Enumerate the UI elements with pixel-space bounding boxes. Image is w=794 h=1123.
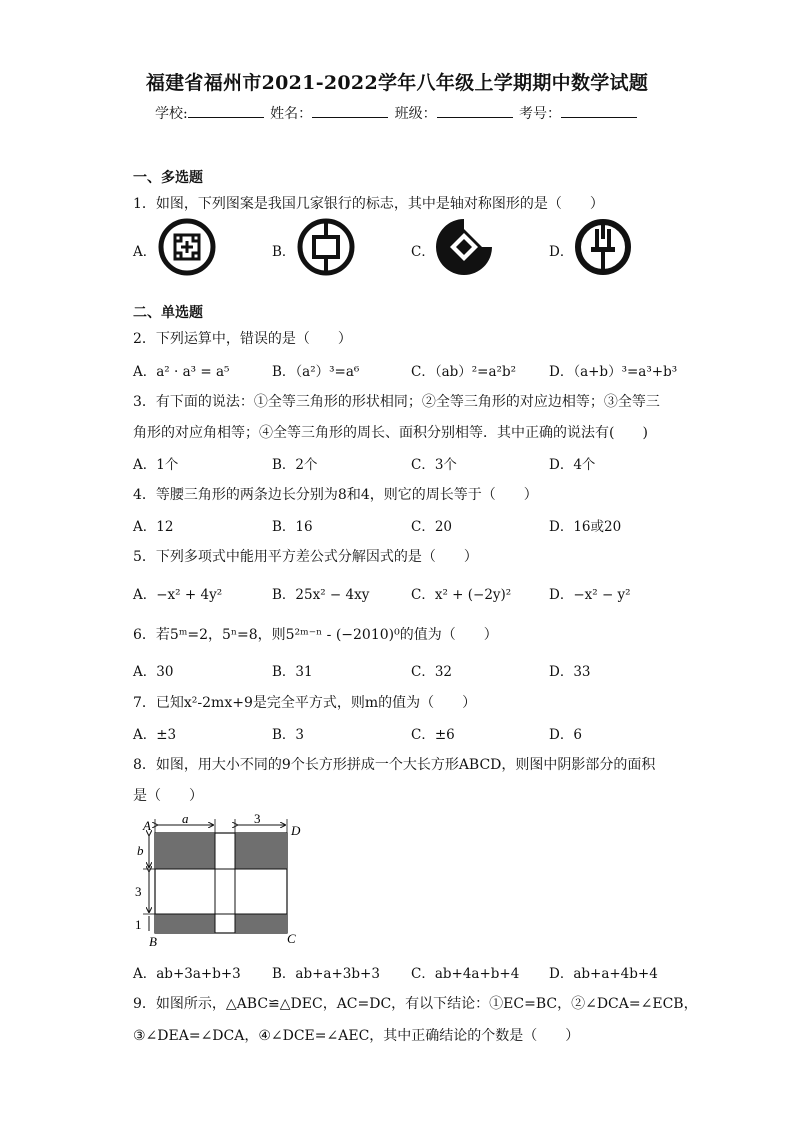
question-9-stem-line1: 9．如图所示，△ABC≌△DEC，AC=DC，有以下结论：①EC=BC，②∠DCA=∠ECB，	[133, 996, 698, 1012]
q5-option-b: B．25x² − 4xy	[272, 587, 370, 603]
q1-option-d-label: D．	[549, 244, 574, 260]
q7-option-a: A．±3	[133, 727, 177, 743]
question-8-stem-line2: 是（ ）	[133, 788, 203, 804]
section-heading-single-choice: 二、单选题	[133, 305, 203, 321]
q4-option-c: C．20	[411, 519, 453, 535]
q4-option-b: B．16	[272, 519, 313, 535]
q4-option-d: D．16或20	[549, 519, 622, 535]
label-b: b	[137, 843, 144, 858]
q1-option-b-label: B．	[272, 244, 296, 260]
boc-logo-icon	[296, 217, 356, 277]
q7-option-d: D．6	[549, 727, 582, 743]
question-1-stem: 1．如图，下列图案是我国几家银行的标志，其中是轴对称图形的是（ ）	[133, 196, 604, 212]
student-info-line	[0, 103, 794, 123]
abc-logo-icon	[573, 217, 633, 277]
q7-option-c: C．±6	[411, 727, 455, 743]
shaded-cell-bottom-right	[235, 914, 287, 933]
vertex-c: C	[287, 931, 296, 946]
name-label: 姓名：	[270, 106, 313, 122]
q8-option-d: D．ab+a+4b+4	[549, 966, 658, 982]
question-9-stem-line2: ③∠DEA=∠DCA，④∠DCE=∠AEC，其中正确结论的个数是（ ）	[133, 1028, 580, 1044]
label-a: a	[182, 813, 189, 826]
q5-option-d: D．−x² − y²	[549, 587, 631, 603]
q3-option-a: A．1个	[133, 457, 179, 473]
q8-option-c: C．ab+4a+b+4	[411, 966, 520, 982]
q2-option-b: B．（a²）³=a⁶	[272, 364, 360, 380]
school-label: 学校:	[154, 106, 188, 122]
question-7-stem: 7．已知x²-2mx+9是完全平方式，则m的值为（ ）	[133, 695, 477, 711]
question-6-stem: 6．若5ᵐ=2，5ⁿ=8，则5²ᵐ⁻ⁿ - (−2010)⁰的值为（ ）	[133, 627, 498, 643]
question-3-stem-line2: 角形的对应角相等；④全等三角形的周长、面积分别相等．其中正确的说法有( )	[133, 425, 648, 441]
label-one: 1	[135, 917, 142, 932]
q5-option-c: C．x² + (−2y)²	[411, 587, 512, 603]
q2-option-d: D．（a+b）³=a³+b³	[549, 364, 678, 380]
q7-option-b: B．3	[272, 727, 305, 743]
label-three-left: 3	[135, 884, 142, 899]
q8-option-b: B．ab+a+3b+3	[272, 966, 380, 982]
question-8-stem-line1: 8．如图，用大小不同的9个长方形拼成一个大长方形ABCD，则图中阴影部分的面积	[133, 757, 656, 773]
class-blank[interactable]	[437, 105, 513, 118]
q6-option-b: B．31	[272, 664, 313, 680]
page-title: 福建省福州市2021-2022学年八年级上学期期中数学试题	[145, 72, 649, 94]
q6-option-d: D．33	[549, 664, 591, 680]
q6-option-a: A．30	[133, 664, 174, 680]
q3-option-d: D．4个	[549, 457, 596, 473]
question-3-stem-line1: 3．有下面的说法：①全等三角形的形状相同；②全等三角形的对应边相等；③全等三	[133, 394, 660, 410]
label-three-top: 3	[254, 813, 261, 826]
vertex-d: D	[291, 823, 301, 838]
ccb-logo-icon	[434, 217, 494, 277]
q3-option-c: C．3个	[411, 457, 457, 473]
class-label: 班级：	[394, 106, 437, 122]
section-heading-multiple-choice: 一、多选题	[133, 170, 203, 186]
name-blank[interactable]	[312, 105, 388, 118]
q3-option-b: B．2个	[272, 457, 318, 473]
rectangle-abcd-figure	[133, 813, 313, 948]
shaded-cell-bottom-left	[155, 914, 215, 933]
q2-option-a: A．a² · a³ = a⁵	[133, 364, 230, 380]
q4-option-a: A．12	[133, 519, 174, 535]
q5-option-a: A．−x² + 4y²	[133, 587, 223, 603]
question-5-stem: 5．下列多项式中能用平方差公式分解因式的是（ ）	[133, 549, 478, 565]
vertex-b: B	[149, 934, 157, 948]
exam-number-blank[interactable]	[561, 105, 637, 118]
question-2-stem: 2．下列运算中，错误的是（ ）	[133, 331, 352, 347]
shaded-cell-top-right	[235, 833, 287, 869]
q8-option-a: A．ab+3a+b+3	[133, 966, 241, 982]
q1-option-c-label: C．	[411, 244, 435, 260]
school-blank[interactable]	[188, 105, 264, 118]
shaded-cell-top-left	[155, 833, 215, 869]
icbc-logo-icon	[157, 217, 217, 277]
vertex-a: A	[143, 818, 151, 833]
question-4-stem: 4．等腰三角形的两条边长分别为8和4，则它的周长等于（ ）	[133, 487, 538, 503]
q6-option-c: C．32	[411, 664, 453, 680]
q2-option-c: C．（ab）²=a²b²	[411, 364, 517, 380]
q1-option-a-label: A．	[133, 244, 157, 260]
exam-number-label: 考号：	[519, 106, 562, 122]
